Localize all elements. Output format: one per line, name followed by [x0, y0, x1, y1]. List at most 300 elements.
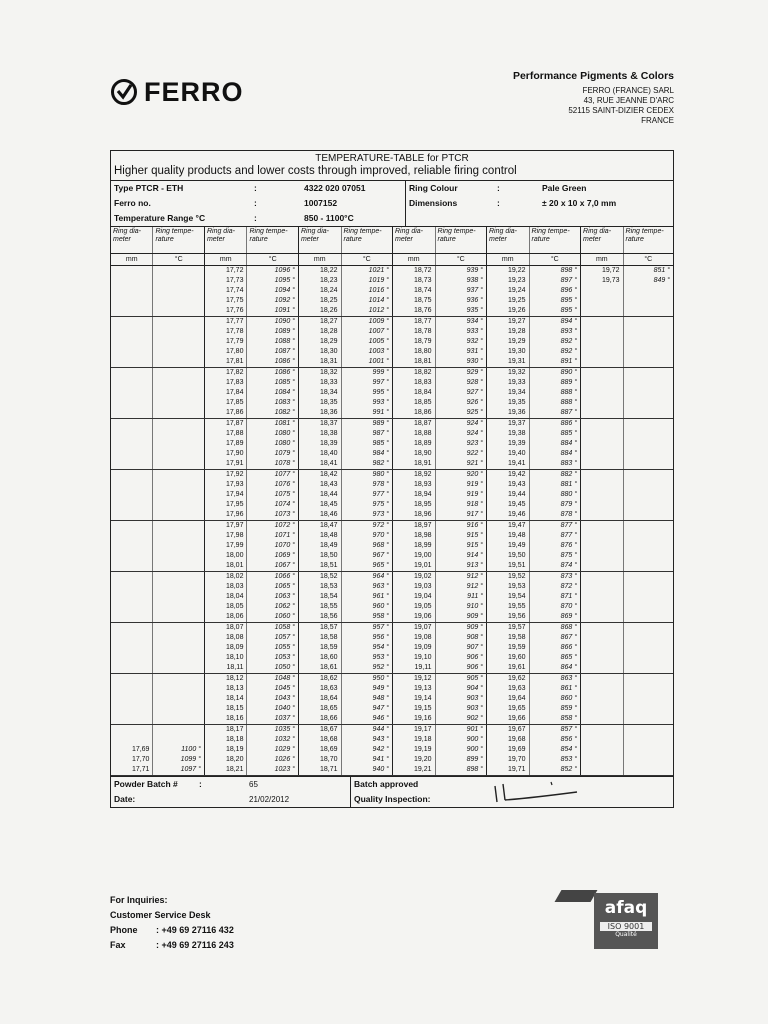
temperature-cell — [153, 714, 204, 725]
diameter-cell: 18,56 — [298, 612, 341, 623]
diameter-cell: 18,03 — [204, 582, 247, 592]
diameter-cell — [111, 612, 153, 623]
diameter-cell: 17,76 — [204, 306, 247, 317]
temperature-cell: 917 ° — [435, 510, 486, 521]
table-row — [111, 674, 673, 685]
temperature-cell: 879 ° — [529, 500, 580, 510]
temperature-cell — [623, 317, 673, 328]
temperature-cell: 1097 ° — [153, 765, 204, 776]
temperature-cell: 887 ° — [529, 408, 580, 419]
diameter-cell — [111, 408, 153, 419]
diameter-cell: 19,34 — [487, 388, 530, 398]
diameter-cell — [111, 378, 153, 388]
info-row-dimensions — [406, 196, 673, 211]
temperature-cell: 888 ° — [529, 398, 580, 408]
diameter-cell: 18,00 — [204, 551, 247, 561]
diameter-cell: 18,94 — [392, 490, 435, 500]
diameter-cell: 17,86 — [204, 408, 247, 419]
temperature-cell: 874 ° — [529, 561, 580, 572]
diameter-cell: 19,37 — [487, 419, 530, 430]
diameter-cell — [111, 623, 153, 634]
temperature-cell: 1082 ° — [247, 408, 298, 419]
ferro-logo — [110, 78, 244, 106]
temperature-cell: 954 ° — [341, 643, 392, 653]
temperature-cell: 1096 ° — [247, 266, 298, 277]
diameter-cell: 19,68 — [487, 735, 530, 745]
diameter-cell: 18,13 — [204, 684, 247, 694]
diameter-cell: 18,61 — [298, 663, 341, 674]
table-row — [111, 745, 673, 755]
temperature-cell: 889 ° — [529, 378, 580, 388]
temperature-data-table — [111, 227, 673, 776]
diameter-cell: 18,60 — [298, 653, 341, 663]
diameter-cell: 18,50 — [298, 551, 341, 561]
diameter-cell: 17,96 — [204, 510, 247, 521]
diameter-cell — [581, 459, 624, 470]
temperature-cell: 1029 ° — [247, 745, 298, 755]
table-row — [111, 735, 673, 745]
temperature-cell — [153, 398, 204, 408]
powder-batch-row — [111, 777, 350, 792]
diameter-cell: 18,78 — [392, 327, 435, 337]
address-line: FRANCE — [641, 116, 674, 125]
diameter-cell: 18,25 — [298, 296, 341, 306]
certification-stripe — [555, 890, 598, 902]
temperature-cell: 1005 ° — [341, 337, 392, 347]
temperature-cell — [623, 714, 673, 725]
temperature-cell: 903 ° — [435, 694, 486, 704]
temperature-cell: 877 ° — [529, 521, 580, 532]
diameter-cell — [581, 510, 624, 521]
temperature-cell: 1077 ° — [247, 470, 298, 481]
table-row — [111, 296, 673, 306]
table-row — [111, 521, 673, 532]
diameter-cell — [581, 541, 624, 551]
customer-service-desk: Customer Service Desk — [110, 910, 211, 920]
diameter-cell: 19,28 — [487, 327, 530, 337]
temperature-cell: 915 ° — [435, 541, 486, 551]
temperature-cell: 873 ° — [529, 572, 580, 583]
temperature-cell — [153, 623, 204, 634]
temperature-cell — [153, 602, 204, 612]
diameter-cell — [581, 327, 624, 337]
diameter-cell: 17,89 — [204, 439, 247, 449]
diameter-cell: 18,18 — [204, 735, 247, 745]
temperature-cell: 1016 ° — [341, 286, 392, 296]
temperature-cell: 920 ° — [435, 470, 486, 481]
address-line: FERRO (FRANCE) SARL — [582, 86, 674, 95]
temperature-cell — [623, 643, 673, 653]
temperature-cell: 909 ° — [435, 623, 486, 634]
temperature-cell: 876 ° — [529, 541, 580, 551]
inquiries-title: For Inquiries: — [110, 895, 168, 905]
diameter-cell: 19,50 — [487, 551, 530, 561]
temperature-cell: 902 ° — [435, 714, 486, 725]
temperature-cell: 1085 ° — [247, 378, 298, 388]
table-row — [111, 592, 673, 602]
diameter-cell: 19,04 — [392, 592, 435, 602]
diameter-cell: 18,19 — [204, 745, 247, 755]
column-header-diameter: Ring dia- meter — [204, 227, 247, 254]
diameter-cell — [111, 674, 153, 685]
address-line: 52115 SAINT-DIZIER CEDEX — [568, 106, 674, 115]
diameter-cell: 18,83 — [392, 378, 435, 388]
diameter-cell — [581, 725, 624, 736]
diameter-cell: 18,16 — [204, 714, 247, 725]
temperature-cell — [623, 572, 673, 583]
temperature-cell: 892 ° — [529, 347, 580, 357]
diameter-cell: 19,48 — [487, 531, 530, 541]
diameter-cell — [581, 378, 624, 388]
diameter-cell: 19,38 — [487, 429, 530, 439]
diameter-cell: 18,20 — [204, 755, 247, 765]
diameter-cell — [581, 714, 624, 725]
diameter-cell — [111, 449, 153, 459]
temperature-cell: 882 ° — [529, 470, 580, 481]
temperature-cell: 1043 ° — [247, 694, 298, 704]
diameter-cell — [581, 419, 624, 430]
temperature-cell — [153, 735, 204, 745]
info-label: Type PTCR - ETH — [114, 183, 184, 193]
info-colon: : — [497, 198, 500, 208]
diameter-cell: 18,92 — [392, 470, 435, 481]
temperature-cell: 912 ° — [435, 572, 486, 583]
temperature-cell: 885 ° — [529, 429, 580, 439]
temperature-cell: 941 ° — [341, 755, 392, 765]
column-header-diameter: Ring dia- meter — [298, 227, 341, 254]
title-block — [111, 151, 673, 181]
unit-label-mm: mm — [204, 254, 247, 266]
diameter-cell: 18,59 — [298, 643, 341, 653]
column-header-temperature: Ring tempe- rature — [341, 227, 392, 254]
table-row — [111, 317, 673, 328]
diameter-cell: 18,35 — [298, 398, 341, 408]
temperature-cell: 1045 ° — [247, 684, 298, 694]
unit-label-mm: mm — [111, 254, 153, 266]
temperature-cell — [623, 592, 673, 602]
temperature-cell — [153, 357, 204, 368]
diameter-cell — [111, 602, 153, 612]
temperature-cell — [623, 755, 673, 765]
temperature-cell: 864 ° — [529, 663, 580, 674]
temperature-cell: 947 ° — [341, 704, 392, 714]
temperature-cell: 995 ° — [341, 388, 392, 398]
unit-label-mm: mm — [298, 254, 341, 266]
diameter-cell: 19,26 — [487, 306, 530, 317]
diameter-cell: 19,14 — [392, 694, 435, 704]
diameter-cell: 19,49 — [487, 541, 530, 551]
table-row — [111, 327, 673, 337]
temperature-cell: 972 ° — [341, 521, 392, 532]
diameter-cell: 18,47 — [298, 521, 341, 532]
temperature-cell: 1001 ° — [341, 357, 392, 368]
temperature-cell: 930 ° — [435, 357, 486, 368]
temperature-cell: 1065 ° — [247, 582, 298, 592]
temperature-cell: 1032 ° — [247, 735, 298, 745]
temperature-cell: 909 ° — [435, 612, 486, 623]
diameter-cell: 19,42 — [487, 470, 530, 481]
diameter-cell — [581, 765, 624, 776]
temperature-cell — [153, 266, 204, 277]
diameter-cell: 18,95 — [392, 500, 435, 510]
temperature-cell — [623, 541, 673, 551]
temperature-cell — [153, 500, 204, 510]
diameter-cell: 17,99 — [204, 541, 247, 551]
diameter-cell — [111, 582, 153, 592]
temperature-cell: 907 ° — [435, 643, 486, 653]
unit-label-mm: mm — [487, 254, 530, 266]
diameter-cell: 18,90 — [392, 449, 435, 459]
temperature-cell: 939 ° — [435, 266, 486, 277]
temperature-cell: 1080 ° — [247, 429, 298, 439]
temperature-cell: 1063 ° — [247, 592, 298, 602]
diameter-cell: 19,22 — [487, 266, 530, 277]
temperature-cell: 905 ° — [435, 674, 486, 685]
diameter-cell: 19,57 — [487, 623, 530, 634]
diameter-cell — [111, 419, 153, 430]
table-row — [111, 684, 673, 694]
diameter-cell: 18,29 — [298, 337, 341, 347]
temperature-cell — [623, 449, 673, 459]
quality-inspection-label: Quality Inspection: — [354, 794, 431, 804]
temperature-cell: 967 ° — [341, 551, 392, 561]
table-row — [111, 449, 673, 459]
product-info-right — [406, 181, 673, 226]
diameter-cell: 18,06 — [204, 612, 247, 623]
signature-icon — [491, 780, 581, 806]
temperature-cell: 1067 ° — [247, 561, 298, 572]
diameter-cell: 19,15 — [392, 704, 435, 714]
temperature-cell: 875 ° — [529, 551, 580, 561]
temperature-cell: 993 ° — [341, 398, 392, 408]
temperature-cell — [623, 663, 673, 674]
diameter-cell — [581, 388, 624, 398]
diameter-cell — [111, 429, 153, 439]
batch-approved-label: Batch approved — [354, 779, 419, 789]
temperature-cell: 1053 ° — [247, 653, 298, 663]
temperature-cell: 961 ° — [341, 592, 392, 602]
diameter-cell — [111, 490, 153, 500]
temperature-cell — [153, 633, 204, 643]
diameter-cell: 18,11 — [204, 663, 247, 674]
temperature-cell — [623, 378, 673, 388]
temperature-cell: 866 ° — [529, 643, 580, 653]
table-row — [111, 663, 673, 674]
temperature-cell — [153, 368, 204, 379]
fax-value: : +49 69 27116 243 — [156, 940, 234, 950]
temperature-cell — [153, 663, 204, 674]
temperature-cell — [153, 306, 204, 317]
diameter-cell: 18,70 — [298, 755, 341, 765]
diameter-cell: 18,81 — [392, 357, 435, 368]
temperature-cell: 1078 ° — [247, 459, 298, 470]
temperature-cell: 908 ° — [435, 633, 486, 643]
batch-footer-left — [111, 777, 351, 807]
temperature-cell — [623, 765, 673, 776]
temperature-cell: 1037 ° — [247, 714, 298, 725]
diameter-cell: 19,66 — [487, 714, 530, 725]
unit-row — [111, 254, 673, 266]
diameter-cell — [111, 296, 153, 306]
powder-batch-label: Powder Batch # — [114, 779, 178, 789]
temperature-cell — [153, 327, 204, 337]
diameter-cell — [111, 704, 153, 714]
diameter-cell: 18,02 — [204, 572, 247, 583]
table-row — [111, 439, 673, 449]
temperature-cell: 960 ° — [341, 602, 392, 612]
info-value: 4322 020 07051 — [304, 183, 366, 193]
temperature-cell: 978 ° — [341, 480, 392, 490]
info-row-ring-colour — [406, 181, 673, 196]
temperature-cell: 956 ° — [341, 633, 392, 643]
diameter-cell: 19,33 — [487, 378, 530, 388]
diameter-cell: 19,47 — [487, 521, 530, 532]
temperature-cell: 1091 ° — [247, 306, 298, 317]
diameter-cell: 17,72 — [204, 266, 247, 277]
temperature-cell — [623, 347, 673, 357]
diameter-cell: 18,23 — [298, 276, 341, 286]
diameter-cell — [111, 633, 153, 643]
diameter-cell: 18,49 — [298, 541, 341, 551]
column-header-row — [111, 227, 673, 254]
diameter-cell — [581, 755, 624, 765]
temperature-cell: 1086 ° — [247, 357, 298, 368]
diameter-cell: 19,18 — [392, 735, 435, 745]
temperature-cell: 1074 ° — [247, 500, 298, 510]
diameter-cell: 17,70 — [131, 756, 150, 763]
temperature-cell: 940 ° — [341, 765, 392, 776]
diameter-cell: 19,36 — [487, 408, 530, 419]
diameter-cell — [581, 623, 624, 634]
diameter-cell: 18,62 — [298, 674, 341, 685]
temperature-cell: 912 ° — [435, 582, 486, 592]
diameter-cell: 18,14 — [204, 694, 247, 704]
diameter-cell — [111, 643, 153, 653]
temperature-cell: 881 ° — [529, 480, 580, 490]
temperature-cell: 942 ° — [341, 745, 392, 755]
table-row — [111, 561, 673, 572]
temperature-cell: 1075 ° — [247, 490, 298, 500]
diameter-cell — [111, 735, 153, 745]
diameter-cell — [111, 439, 153, 449]
temperature-cell — [153, 561, 204, 572]
temperature-cell: 963 ° — [341, 582, 392, 592]
temperature-cell: 857 ° — [529, 725, 580, 736]
diameter-cell: 17,80 — [204, 347, 247, 357]
diameter-cell: 19,07 — [392, 623, 435, 634]
diameter-cell: 17,97 — [204, 521, 247, 532]
temperature-cell: 991 ° — [341, 408, 392, 419]
diameter-cell: 17,74 — [204, 286, 247, 296]
phone-label: Phone — [110, 925, 138, 935]
diameter-cell: 19,55 — [487, 602, 530, 612]
table-row — [111, 398, 673, 408]
unit-label-celsius: °C — [341, 254, 392, 266]
temperature-cell: 1080 ° — [247, 439, 298, 449]
temperature-cell: 854 ° — [529, 745, 580, 755]
diameter-cell — [111, 551, 153, 561]
temperature-cell: 1086 ° — [247, 368, 298, 379]
diameter-cell — [581, 439, 624, 449]
diameter-cell — [581, 694, 624, 704]
diameter-cell: 18,51 — [298, 561, 341, 572]
unit-label-celsius: °C — [623, 254, 673, 266]
temperature-cell: 856 ° — [529, 735, 580, 745]
temperature-cell: 935 ° — [435, 306, 486, 317]
diameter-cell: 19,41 — [487, 459, 530, 470]
temperature-cell: 852 ° — [529, 765, 580, 776]
temperature-cell — [623, 337, 673, 347]
diameter-cell: 17,84 — [204, 388, 247, 398]
diameter-cell: 19,23 — [487, 276, 530, 286]
table-row — [111, 582, 673, 592]
table-row — [111, 368, 673, 379]
diameter-cell: 18,26 — [298, 306, 341, 317]
diameter-cell — [111, 368, 153, 379]
info-colon: : — [497, 183, 500, 193]
diameter-cell: 19,73 — [581, 276, 624, 286]
diameter-cell: 18,42 — [298, 470, 341, 481]
diameter-cell: 18,09 — [204, 643, 247, 653]
unit-label-celsius: °C — [435, 254, 486, 266]
diameter-cell — [581, 561, 624, 572]
diameter-cell: 18,72 — [392, 266, 435, 277]
diameter-cell — [581, 347, 624, 357]
diameter-cell: 18,04 — [204, 592, 247, 602]
diameter-cell — [111, 531, 153, 541]
temperature-cell: 859 ° — [529, 704, 580, 714]
temperature-cell — [623, 684, 673, 694]
temperature-cell — [153, 296, 204, 306]
diameter-cell: 17,88 — [204, 429, 247, 439]
temperature-cell: 1021 ° — [341, 266, 392, 277]
afaq-brand: afaq — [604, 898, 648, 918]
diameter-cell: 17,78 — [204, 327, 247, 337]
table-row — [111, 633, 673, 643]
diameter-cell: 18,98 — [392, 531, 435, 541]
diameter-cell: 18,45 — [298, 500, 341, 510]
diameter-cell: 18,28 — [298, 327, 341, 337]
temperature-cell: 1100 ° — [153, 745, 204, 755]
diameter-cell: 19,27 — [487, 317, 530, 328]
diameter-cell: 19,12 — [392, 674, 435, 685]
diameter-cell: 18,32 — [298, 368, 341, 379]
temperature-cell: 944 ° — [341, 725, 392, 736]
diameter-cell — [581, 643, 624, 653]
diameter-cell: 18,85 — [392, 398, 435, 408]
diameter-cell: 17,82 — [204, 368, 247, 379]
temperature-cell — [153, 551, 204, 561]
table-row — [111, 551, 673, 561]
temperature-cell — [153, 684, 204, 694]
temperature-cell: 849 ° — [623, 276, 673, 286]
temperature-cell — [153, 704, 204, 714]
temperature-cell — [623, 286, 673, 296]
diameter-cell: 18,75 — [392, 296, 435, 306]
phone-value: : +49 69 27116 432 — [156, 925, 234, 935]
diameter-cell: 17,93 — [204, 480, 247, 490]
diameter-cell: 19,39 — [487, 439, 530, 449]
diameter-cell — [581, 449, 624, 459]
diameter-cell — [111, 327, 153, 337]
temperature-cell — [623, 490, 673, 500]
diameter-cell: 19,25 — [487, 296, 530, 306]
diameter-cell: 19,63 — [487, 684, 530, 694]
powder-batch-value: 65 — [249, 780, 258, 789]
diameter-cell — [111, 663, 153, 674]
product-info — [111, 181, 673, 227]
diameter-cell: 19,70 — [487, 755, 530, 765]
